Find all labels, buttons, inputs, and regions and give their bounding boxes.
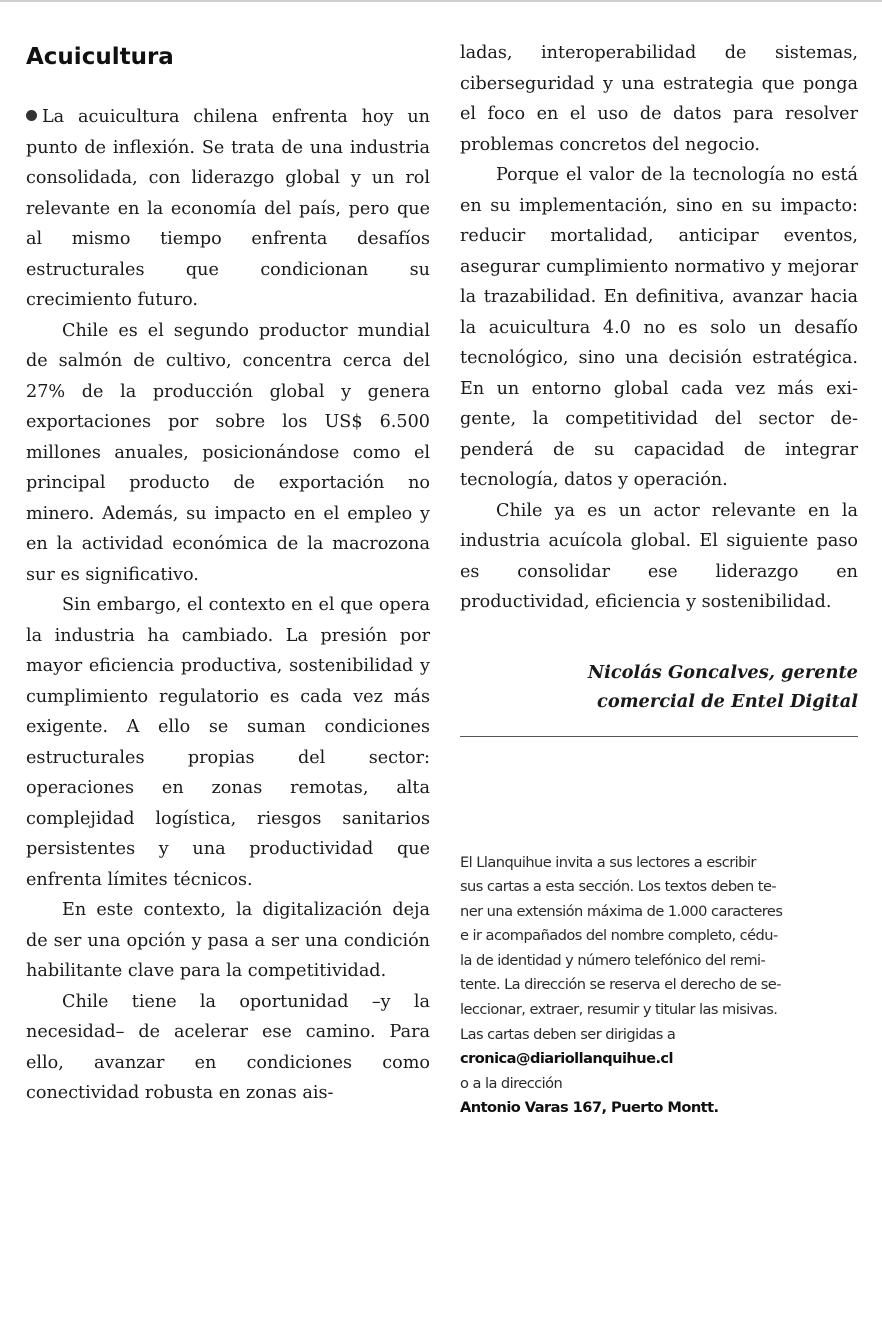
notice-line: leccionar, extraer, resumir y titular las misivas. — [460, 1001, 778, 1019]
notice-address-intro: o a la dirección — [460, 1074, 563, 1092]
article-paragraph-4: En este contexto, la digitalización deja de ser una opción y pasa a ser una condición habilitante clave para la competitividad. — [26, 900, 430, 981]
notice-line: El Llanquihue invita a sus lectores a escribir — [460, 853, 756, 871]
top-rule — [0, 0, 882, 2]
article-paragraph-2: Chile es el segundo productor mundial de salmón de cultivo, concentra cerca del 27% de la producción global y genera exportaciones por sobre los US$ 6.500 millones anuales, posicionándose como el principal producto de exportación no minero. Además, su impacto en el empleo y en la actividad económica de la macrozona sur es significativo. — [26, 320, 430, 585]
letters-notice — [460, 851, 858, 1122]
notice-line: sus cartas a esta sección. Los textos deben te- — [460, 878, 777, 896]
notice-address: Antonio Varas 167, Puerto Montt. — [460, 1099, 719, 1117]
author-byline — [460, 658, 858, 716]
article-paragraph-5: Chile tiene la oportunidad –y la necesidad– de acelerar ese camino. Para ello, avanzar en condiciones como conectividad robusta en zonas ais- — [26, 991, 430, 1103]
article-body-left — [26, 102, 430, 1109]
byline-line-1: Nicolás Goncalves, gerente — [587, 661, 858, 683]
section-title: Acuicultura — [26, 44, 174, 70]
notice-line: Las cartas deben ser dirigidas a — [460, 1025, 676, 1043]
notice-email-link[interactable]: cronica@diariollanquihue.cl — [460, 1050, 673, 1068]
notice-line: tente. La dirección se reserva el derecho de se- — [460, 976, 781, 994]
notice-line: ner una extensión máxima de 1.000 caracteres — [460, 902, 783, 920]
divider — [460, 736, 858, 737]
article-paragraph-3: Sin embargo, el contexto en el que opera la industria ha cambiado. La presión por mayor eficiencia productiva, sostenibilidad y cumplimiento regulatorio es cada vez más exigente. A ello se suman condiciones estructurales propias del sector: operaciones en zonas remotas, alta complejidad logística, riesgos sanitarios persistentes y una productividad que enfrenta límites técnicos. — [26, 595, 430, 890]
right-column — [460, 38, 858, 1121]
article-body-right — [460, 38, 858, 618]
paragraph-text: La acuicultura chilena enfrenta hoy un punto de inflexión. Se trata de una industria consolidada, con liderazgo global y un rol relevante en la economía del país, pero que al mismo tiempo enfrenta desafíos estructurales que condicionan su crecimiento futuro. — [26, 107, 430, 310]
notice-line: la de identidad y número telefónico del remi- — [460, 951, 766, 969]
article-paragraph-1 — [26, 102, 430, 316]
notice-line: e ir acompañados del nombre completo, cédu- — [460, 927, 778, 945]
article-paragraph-6: Porque el valor de la tecnología no está en su implementación, sino en su impacto: reducir mortalidad, anticipar eventos, asegurar cumplimiento normativo y mejorar la trazabilidad. En definitiva, avanzar hacia la acuicultura 4.0 no es solo un desafío tecnológico, sino una decisión estratégica. En un entorno global cada vez más exigente, la competitividad del sector dependerá de su capacidad de integrar tecnología, datos y operación. — [460, 165, 858, 490]
byline-line-2: comercial de Entel Digital — [597, 690, 858, 712]
article-paragraph-7: Chile ya es un actor relevante en la industria acuícola global. El siguiente paso es consolidar ese liderazgo en productividad, eficiencia y sostenibilidad. — [460, 500, 858, 612]
left-column — [26, 38, 430, 1109]
bullet-icon — [26, 110, 37, 121]
article-paragraph-5-continued: ladas, interoperabilidad de sistemas, ciberseguridad y una estrategia que ponga el foco en el uso de datos para resolver problemas concretos del negocio. — [460, 43, 858, 155]
